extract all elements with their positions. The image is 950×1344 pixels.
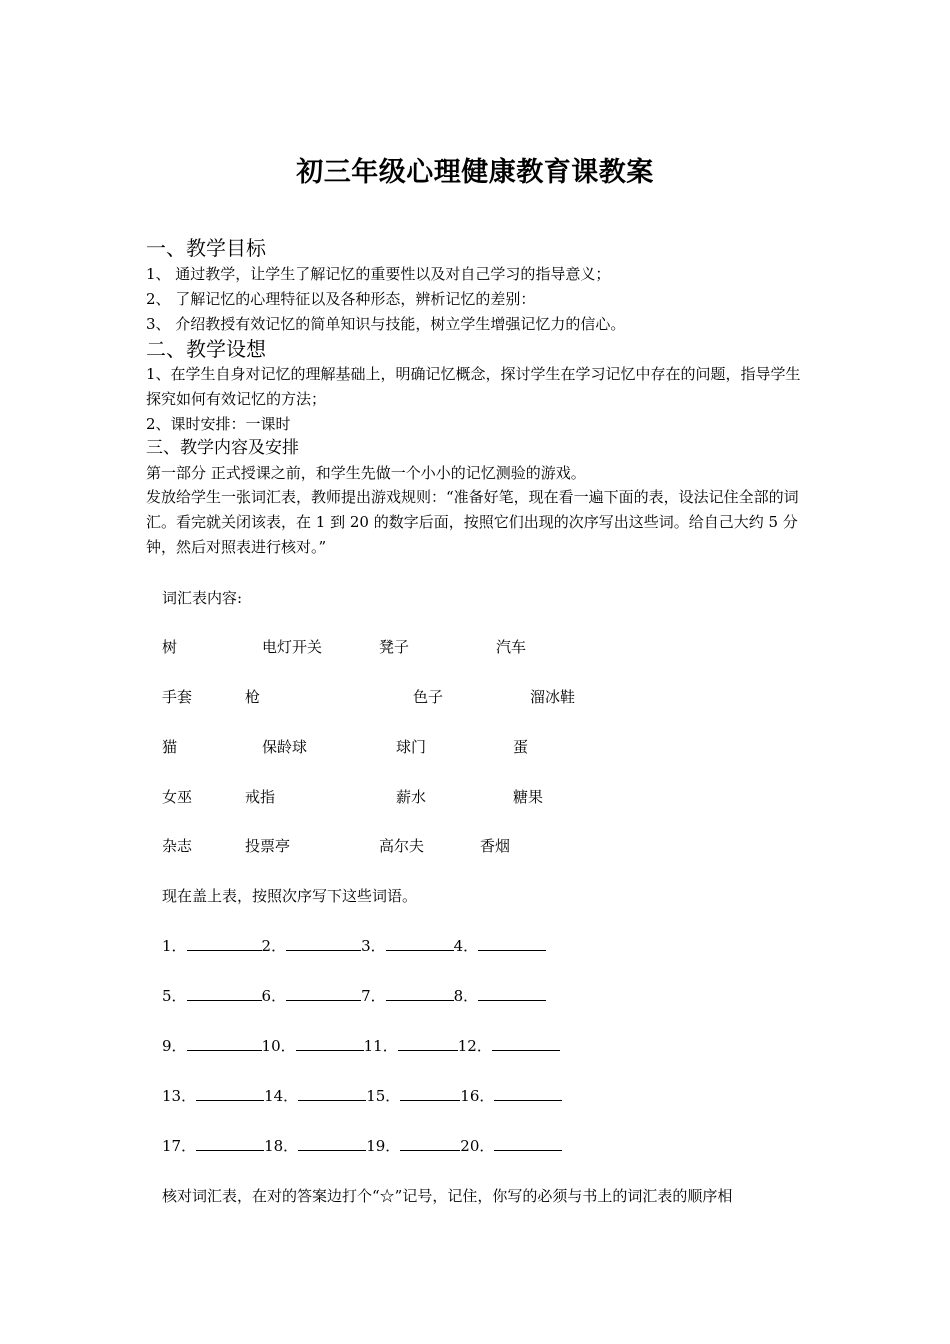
vocab-word: 手套 xyxy=(162,688,193,706)
answer-blank[interactable] xyxy=(494,1136,562,1151)
section-heading-content: 三、教学内容及安排 xyxy=(146,438,299,458)
answer-number: 4． xyxy=(453,937,479,955)
answer-blank[interactable] xyxy=(478,936,546,951)
design-item-2: 2、课时安排：一课时 xyxy=(146,415,291,433)
vocab-word: 薪水 xyxy=(396,788,427,806)
answer-row xyxy=(162,1086,562,1106)
document-title: 初三年级心理健康教育课教案 xyxy=(296,157,654,188)
vocab-word: 戒指 xyxy=(245,788,276,806)
recall-instruction: 现在盖上表，按照次序写下这些词语。 xyxy=(162,887,418,905)
vocab-word: 色子 xyxy=(413,688,444,706)
answer-number: 6． xyxy=(261,987,287,1005)
answer-blank[interactable] xyxy=(196,1136,264,1151)
answer-blank[interactable] xyxy=(298,1086,366,1101)
answer-row xyxy=(162,1136,562,1156)
answer-blank[interactable] xyxy=(187,986,262,1001)
answer-blank[interactable] xyxy=(187,936,262,951)
answer-number: 5． xyxy=(162,987,187,1005)
answer-row xyxy=(162,986,546,1006)
answer-number: 1． xyxy=(162,937,187,955)
answer-blank[interactable] xyxy=(492,1036,560,1051)
answer-blank[interactable] xyxy=(196,1086,264,1101)
vocab-list-label: 词汇表内容: xyxy=(162,589,243,607)
answer-blank[interactable] xyxy=(386,936,454,951)
vocab-word: 电灯开关 xyxy=(262,638,323,656)
answer-blank[interactable] xyxy=(298,1136,366,1151)
answer-number: 2． xyxy=(261,937,287,955)
section-heading-objectives: 一、教学目标 xyxy=(146,236,266,260)
answer-blank[interactable] xyxy=(398,1036,458,1051)
answer-number: 11． xyxy=(363,1037,398,1055)
vocab-word: 球门 xyxy=(396,738,427,756)
answer-number: 16． xyxy=(460,1087,495,1105)
objective-item-2: 2、 了解记忆的心理特征以及各种形态，辨析记忆的差别： xyxy=(146,290,536,308)
answer-blank[interactable] xyxy=(478,986,546,1001)
answer-number: 10． xyxy=(261,1037,296,1055)
vocab-word: 女巫 xyxy=(162,788,193,806)
answer-blank[interactable] xyxy=(286,986,361,1001)
design-item-1: 1、在学生自身对记忆的理解基础上，明确记忆概念，探讨学生在学习记忆中存在的问题，指导学生探究如何有效记忆的方法； xyxy=(146,365,801,408)
answer-blank[interactable] xyxy=(386,986,454,1001)
answer-number: 9． xyxy=(162,1037,187,1055)
answer-number: 20． xyxy=(460,1137,495,1155)
answer-number: 13． xyxy=(162,1087,197,1105)
vocab-word: 枪 xyxy=(245,688,261,706)
vocab-word: 保龄球 xyxy=(262,738,308,756)
answer-number: 18． xyxy=(264,1137,299,1155)
vocab-word: 高尔夫 xyxy=(379,837,425,855)
vocab-word: 杂志 xyxy=(162,837,193,855)
answer-blank[interactable] xyxy=(400,1086,460,1101)
answer-number: 7． xyxy=(361,987,386,1005)
answer-number: 15． xyxy=(366,1087,401,1105)
objective-item-3: 3、 介绍教授有效记忆的简单知识与技能，树立学生增强记忆力的信心。 xyxy=(146,315,626,333)
answer-blank[interactable] xyxy=(187,1036,262,1051)
section-heading-design: 二、教学设想 xyxy=(146,337,266,361)
answer-blank[interactable] xyxy=(400,1136,460,1151)
answer-number: 17． xyxy=(162,1137,197,1155)
vocab-word: 糖果 xyxy=(513,788,544,806)
part-one-intro: 第一部分 正式授课之前，和学生先做一个小小的记忆测验的游戏。 xyxy=(146,464,586,482)
answer-blank[interactable] xyxy=(296,1036,364,1051)
vocab-word: 树 xyxy=(162,638,178,656)
answer-row xyxy=(162,936,546,956)
vocab-word: 投票亭 xyxy=(245,837,291,855)
check-instruction: 核对词汇表，在对的答案边打个“☆”记号，记住，你写的必须与书上的词汇表的顺序相 xyxy=(162,1187,733,1205)
vocab-word: 凳子 xyxy=(379,638,410,656)
answer-blank[interactable] xyxy=(286,936,361,951)
answer-blank[interactable] xyxy=(494,1086,562,1101)
answer-number: 14． xyxy=(264,1087,299,1105)
answer-number: 12． xyxy=(457,1037,492,1055)
answer-number: 19． xyxy=(366,1137,401,1155)
objective-item-1: 1、 通过教学，让学生了解记忆的重要性以及对自己学习的指导意义； xyxy=(146,265,611,283)
game-rules-paragraph: 发放给学生一张词汇表，教师提出游戏规则：“准备好笔，现在看一遍下面的表，设法记住全部的词汇。看完就关闭该表，在 1 到 20 的数字后面，按照它们出现的次序写出这些词。给自己大约 5 分钟，然后对照表进行核对。” xyxy=(146,488,799,556)
answer-row xyxy=(162,1036,560,1056)
vocab-word: 香烟 xyxy=(480,837,511,855)
vocab-word: 溜冰鞋 xyxy=(530,688,576,706)
vocab-word: 蛋 xyxy=(513,738,529,756)
answer-number: 8． xyxy=(453,987,479,1005)
vocab-word: 猫 xyxy=(162,738,178,756)
vocab-word: 汽车 xyxy=(496,638,527,656)
answer-number: 3． xyxy=(361,937,386,955)
